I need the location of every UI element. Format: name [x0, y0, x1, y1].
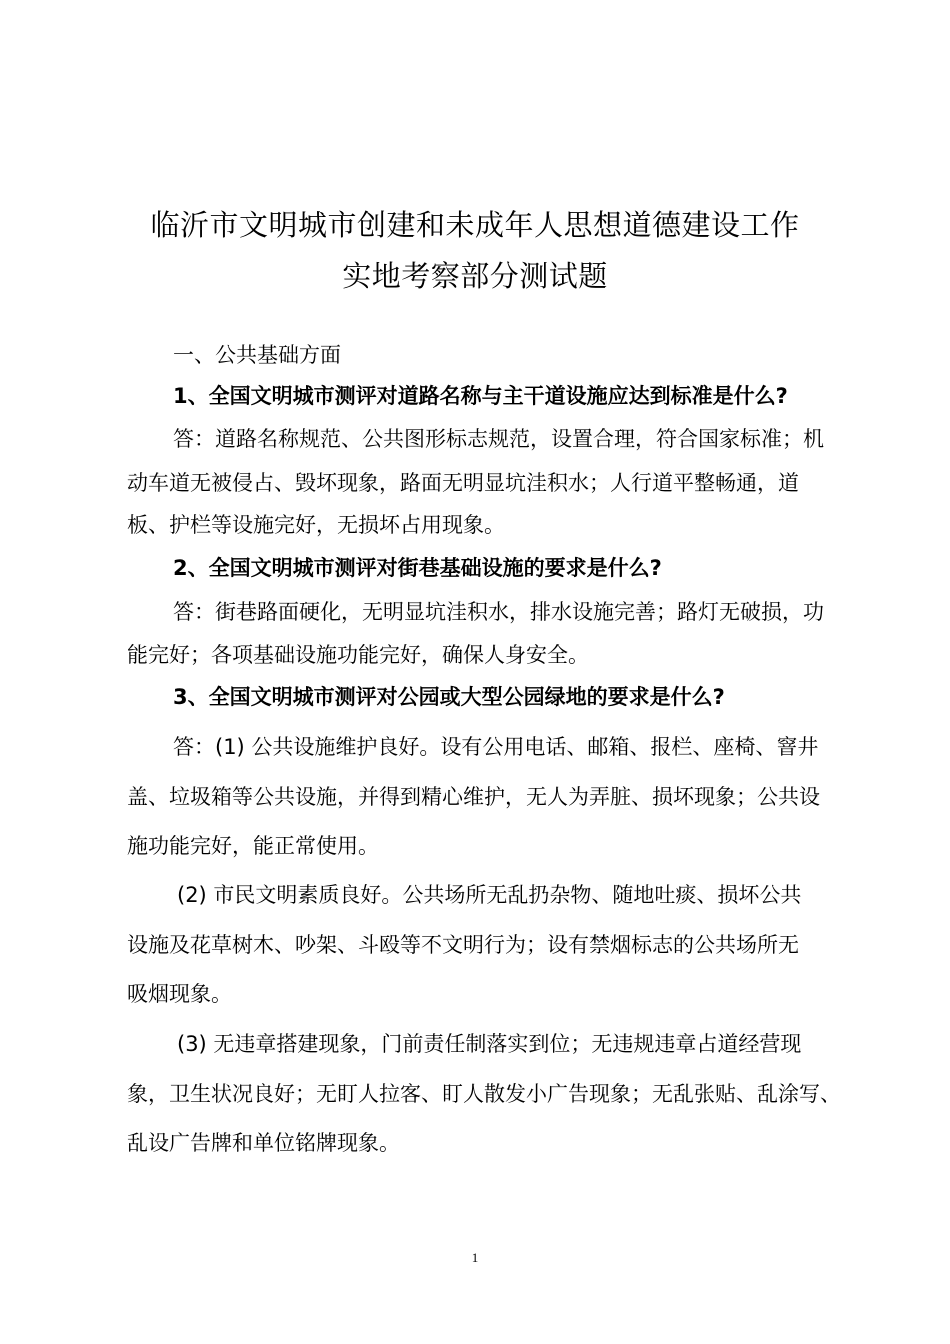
question-2: 2、全国文明城市测评对街巷基础设施的要求是什么? [173, 556, 662, 580]
answer-3-line-2: 盖、垃圾箱等公共设施，并得到精心维护，无人为弄脏、损坏现象；公共设 [127, 785, 820, 809]
answer-1-line-2: 动车道无被侵占、毁坏现象，路面无明显坑洼积水；人行道平整畅通，道 [127, 471, 799, 495]
document-title-line-1: 临沂市文明城市创建和未成年人思想道德建设工作 [150, 208, 800, 242]
answer-3-line-5: 设施及花草树木、吵架、斗殴等不文明行为；设有禁烟标志的公共场所无 [127, 933, 799, 957]
question-1: 1、全国文明城市测评对道路名称与主干道设施应达到标准是什么? [173, 384, 788, 408]
answer-3-line-3: 施功能完好，能正常使用。 [127, 834, 379, 858]
section-heading: 一、公共基础方面 [173, 343, 341, 367]
answer-3-line-9: 乱设广告牌和单位铭牌现象。 [127, 1131, 400, 1155]
answer-1-line-1: 答：道路名称规范、公共图形标志规范，设置合理，符合国家标准；机 [173, 427, 824, 451]
page-number: 1 [471, 1250, 479, 1265]
question-3: 3、全国文明城市测评对公园或大型公园绿地的要求是什么? [173, 685, 725, 709]
answer-2-line-2: 能完好；各项基础设施功能完好，确保人身安全。 [127, 643, 589, 667]
answer-3-line-7: (3) 无违章搭建现象，门前责任制落实到位；无违规违章占道经营现 [177, 1032, 802, 1056]
answer-1-line-3: 板、护栏等设施完好，无损坏占用现象。 [127, 513, 505, 537]
document-title-line-2: 实地考察部分测试题 [342, 259, 608, 293]
answer-3-line-1: 答：(1) 公共设施维护良好。设有公用电话、邮箱、报栏、座椅、窨井 [173, 735, 819, 759]
answer-2-line-1: 答：街巷路面硬化，无明显坑洼积水，排水设施完善；路灯无破损，功 [173, 600, 824, 624]
answer-3-line-4: (2) 市民文明素质良好。公共场所无乱扔杂物、随地吐痰、损坏公共 [177, 883, 802, 907]
answer-3-line-8: 象，卫生状况良好；无盯人拉客、盯人散发小广告现象；无乱张贴、乱涂写、 [127, 1082, 841, 1106]
answer-3-line-6: 吸烟现象。 [127, 982, 232, 1006]
